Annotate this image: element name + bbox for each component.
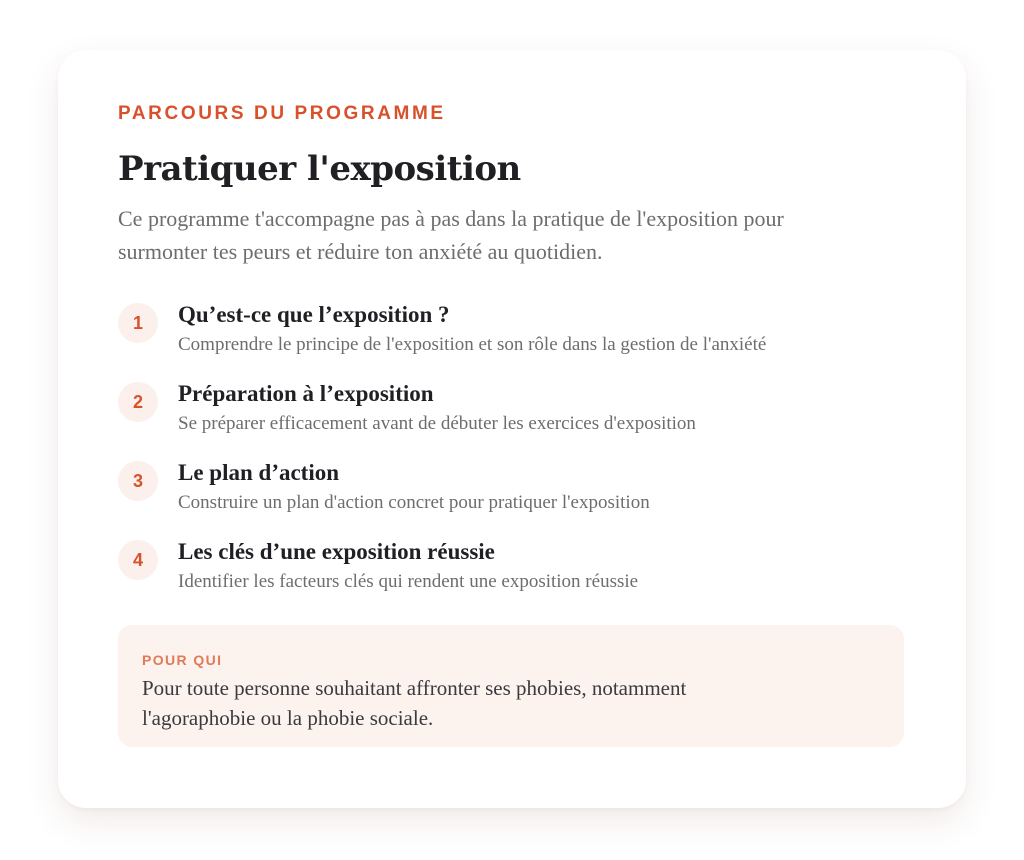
step-description: Identifier les facteurs clés qui rendent une exposition réussie xyxy=(178,571,639,592)
program-card xyxy=(58,50,966,808)
step-item-4[interactable] xyxy=(118,537,906,616)
step-number-badge: 3 xyxy=(118,461,158,501)
audience-text: Pour toute personne souhaitant affronter ses phobies, notamment l'agoraphobie ou la phobie sociale. xyxy=(142,676,687,730)
step-number-badge: 1 xyxy=(118,303,158,343)
step-body xyxy=(178,300,766,358)
steps-list xyxy=(118,300,906,616)
step-body xyxy=(178,537,638,595)
step-number-badge: 4 xyxy=(118,540,158,580)
step-title: Le plan d’action xyxy=(178,460,340,485)
step-item-3[interactable] xyxy=(118,458,906,537)
step-title: Les clés d’une exposition réussie xyxy=(178,539,495,564)
audience-label: POUR QUI xyxy=(142,652,223,668)
audience-box xyxy=(118,625,904,747)
step-body xyxy=(178,458,650,516)
step-description: Se préparer efficacement avant de débuter les exercices d'exposition xyxy=(178,413,696,434)
program-eyebrow: PARCOURS DU PROGRAMME xyxy=(118,103,446,124)
program-title: Pratiquer l'exposition xyxy=(118,149,521,189)
step-body xyxy=(178,379,696,437)
step-number-badge: 2 xyxy=(118,382,158,422)
step-title: Qu’est-ce que l’exposition ? xyxy=(178,302,450,327)
program-intro: Ce programme t'accompagne pas à pas dans la pratique de l'exposition pour surmonter tes peurs et réduire ton anxiété au quotidien. xyxy=(118,206,784,264)
step-title: Préparation à l’exposition xyxy=(178,381,434,406)
step-description: Comprendre le principe de l'exposition et son rôle dans la gestion de l'anxiété xyxy=(178,334,767,355)
step-item-2[interactable] xyxy=(118,379,906,458)
step-description: Construire un plan d'action concret pour pratiquer l'exposition xyxy=(178,492,650,513)
step-item-1[interactable] xyxy=(118,300,906,379)
